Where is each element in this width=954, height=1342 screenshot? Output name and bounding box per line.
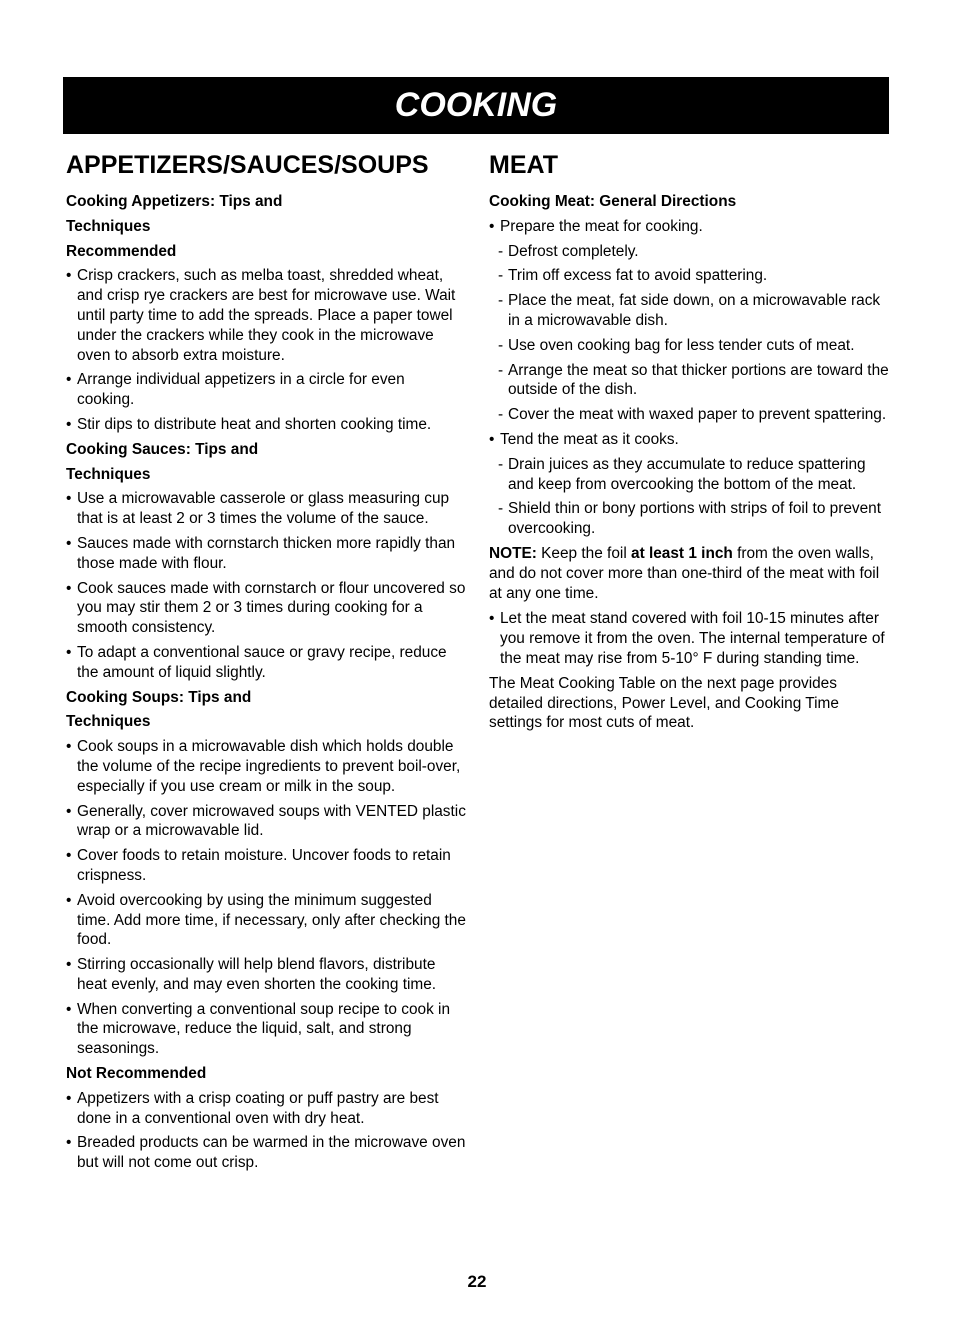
list-item: • When converting a conventional soup recipe to cook in the microwave, reduce the liquid, salt, and strong seasonings.	[66, 1000, 466, 1059]
note-text-1: Keep the foil	[536, 544, 632, 562]
note-emphasis: at least 1 inch	[631, 544, 733, 562]
note-label: NOTE:	[489, 544, 537, 562]
meat-heading: MEAT	[489, 151, 558, 179]
list-item: - Trim off excess fat to avoid spattering.	[498, 266, 889, 286]
list-item: • Generally, cover microwaved soups with VENTED plastic wrap or a microwavable lid.	[66, 802, 466, 842]
sauces-subheading-line-2: Techniques	[66, 465, 151, 483]
list-item: • Use a microwavable casserole or glass measuring cup that is at least 2 or 3 times the volume of the sauce.	[66, 489, 466, 529]
list-item: • Stirring occasionally will help blend flavors, distribute heat evenly, and may even shorten the cooking time.	[66, 955, 466, 995]
list-item: - Use oven cooking bag for less tender cuts of meat.	[498, 336, 889, 356]
page-title: COOKING	[394, 86, 558, 124]
soups-list	[66, 737, 466, 1059]
list-item: • Cook soups in a microwavable dish which holds double the volume of the recipe ingredients to prevent boil-over, especially if you use cream or milk in the soup.	[66, 737, 466, 796]
note-text-2: from the oven walls, and do not cover more than one-third of the meat with foil at any one time.	[489, 544, 880, 602]
soups-subheading-line-1: Cooking Soups: Tips and	[66, 688, 252, 706]
list-item: - Shield thin or bony portions with strips of foil to prevent overcooking.	[498, 499, 889, 539]
not-recommended-list	[66, 1089, 466, 1173]
list-item: • Sauces made with cornstarch thicken more rapidly than those made with flour.	[66, 534, 466, 574]
soups-subheading	[66, 688, 466, 733]
list-item: • Avoid overcooking by using the minimum suggested time. Add more time, if necessary, only after checking the food.	[66, 891, 466, 950]
appetizers-subheading	[66, 192, 466, 261]
list-item: • Crisp crackers, such as melba toast, shredded wheat, and crisp rye crackers are best for microwave use. Wait until party time to add the spreads. Place a paper towel under the crackers while they cook in the microwave oven to absorb extra moisture.	[66, 266, 466, 365]
table-reference-paragraph: The Meat Cooking Table on the next page provides detailed directions, Power Level, and Cooking Time settings for most cuts of meat.	[489, 674, 839, 732]
prepare-steps-list	[489, 242, 889, 425]
section-banner	[63, 77, 889, 134]
tend-text: Tend the meat as it cooks.	[500, 430, 679, 448]
recommended-subheading: Recommended	[66, 242, 177, 260]
list-item: - Defrost completely.	[498, 242, 889, 262]
appetizers-sauces-soups-heading: APPETIZERS/SAUCES/SOUPS	[66, 151, 429, 179]
appetizers-list	[66, 266, 466, 434]
list-item: - Place the meat, fat side down, on a microwavable rack in a microwavable dish.	[498, 291, 889, 331]
right-column	[489, 150, 889, 739]
tend-list	[489, 430, 889, 450]
list-item: • Stir dips to distribute heat and shorten cooking time.	[66, 415, 466, 435]
list-item: - Cover the meat with waxed paper to prevent spattering.	[498, 405, 889, 425]
note-paragraph	[489, 544, 889, 603]
list-item	[489, 430, 889, 450]
soups-subheading-line-2: Techniques	[66, 713, 151, 731]
appetizers-subheading-line-2: Techniques	[66, 217, 151, 235]
tend-steps-list	[489, 455, 889, 539]
list-item: - Arrange the meat so that thicker portions are toward the outside of the dish.	[498, 361, 889, 401]
prepare-text: Prepare the meat for cooking.	[500, 217, 703, 235]
list-item: • Cover foods to retain moisture. Uncover foods to retain crispness.	[66, 846, 466, 886]
list-item: - Drain juices as they accumulate to reduce spattering and keep from overcooking the bottom of the meat.	[498, 455, 889, 495]
stand-list	[489, 609, 889, 668]
list-item: • Arrange individual appetizers in a circle for even cooking.	[66, 370, 466, 410]
meat-subheading	[489, 192, 889, 212]
list-item	[489, 217, 889, 237]
list-item: • Breaded products can be warmed in the microwave oven but will not come out crisp.	[66, 1133, 466, 1173]
appetizers-subheading-line-1: Cooking Appetizers: Tips and	[66, 193, 283, 210]
list-item: • Appetizers with a crisp coating or puff pastry are best done in a conventional oven with dry heat.	[66, 1089, 466, 1129]
sauces-subheading-line-1: Cooking Sauces: Tips and	[66, 440, 259, 458]
list-item: • To adapt a conventional sauce or gravy recipe, reduce the amount of liquid slightly.	[66, 643, 466, 683]
list-item: • Cook sauces made with cornstarch or flour uncovered so you may stir them 2 or 3 times during cooking for a smooth consistency.	[66, 579, 466, 638]
meat-subheading-line: Cooking Meat: General Directions	[489, 193, 737, 210]
sauces-subheading	[66, 440, 466, 485]
sauces-list	[66, 489, 466, 682]
not-recommended-subheading	[66, 1064, 466, 1084]
prepare-list	[489, 217, 889, 237]
not-recommended-label: Not Recommended	[66, 1065, 207, 1083]
list-item: • Let the meat stand covered with foil 10-15 minutes after you remove it from the oven. The internal temperature of the meat may rise from 5-10° F during standing time.	[489, 609, 889, 668]
left-column	[66, 150, 466, 1178]
page-number: 22	[467, 1272, 487, 1291]
